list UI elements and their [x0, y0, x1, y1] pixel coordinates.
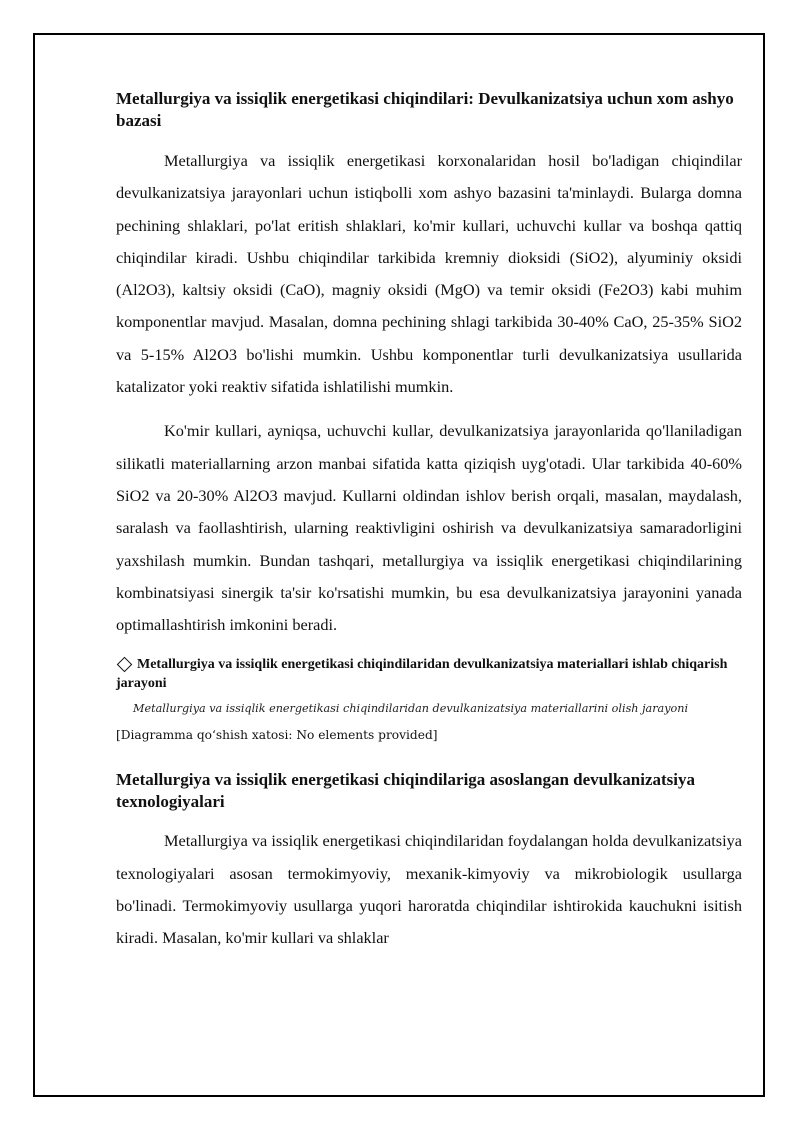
section-heading: Metallurgiya va issiqlik energetikasi chiqindilariga asoslangan devulkanizatsiya texnologiyalari [116, 770, 696, 812]
diamond-icon [117, 657, 133, 673]
paragraph: Metallurgiya va issiqlik energetikasi chiqindilaridan foydalangan holda devulkanizatsiya texnologiyalari asosan termokimyoviy, mexanik-kimyoviy va mikrobiologik usullarga bo'linadi. Termokimyoviy usullarga yuqori haroratda chiqindilar ishtirokida kauchukni isitish kiradi. Masalan, ko'mir kullari va shlaklar [116, 831, 742, 948]
paragraph: Ko'mir kullari, ayniqsa, uchuvchi kullar, devulkanizatsiya jarayonlarida qo'llaniladigan silikatli materiallarning arzon manbai sifatida katta qiziqish uyg'otadi. Ular tarkibida 40-60% SiO2 va 20-30% Al2O3 mavjud. Kullarni oldindan ishlov berish orqali, masalan, maydalash, saralash va faollashtirish, ularning reaktivligini oshirish va devulkanizatsiya samaradorligini yaxshilash mumkin. Bundan tashqari, metallurgiya va issiqlik energetikasi chiqindilarining kombinatsiyasi sinergik ta'sir ko'rsatishi mumkin, bu esa devulkanizatsiya jarayonini yanada optimallashtirish imkonini beradi. [116, 421, 742, 635]
figure-error-text: [Diagramma qo‘shish xatosi: No elements provided] [116, 728, 438, 743]
figure-caption: Metallurgiya va issiqlik energetikasi chiqindilaridan devulkanizatsiya materiallarini olish jarayoni [133, 702, 689, 716]
document-body [116, 88, 742, 955]
paragraph: Metallurgiya va issiqlik energetikasi korxonalaridan hosil bo'ladigan chiqindilar devulkanizatsiya jarayonlari uchun istiqbolli xom ashyo bazasini ta'minlaydi. Bularga domna pechining shlaklari, po'lat eritish shlaklari, ko'mir kullari, uchuvchi kullar va boshqa qattiq chiqindilar kiradi. Ushbu chiqindilar tarkibida kremniy dioksidi (SiO2), alyuminiy oksidi (Al2O3), kaltsiy oksidi (CaO), magniy oksidi (MgO) va temir oksidi (Fe2O3) kabi muhim komponentlar mavjud. Masalan, domna pechining shlagi tarkibida 30-40% CaO, 25-35% SiO2 va 5-15% Al2O3 bo'lishi mumkin. Ushbu komponentlar turli devulkanizatsiya usullarida katalizator yoki reaktiv sifatida ishlatilishi mumkin. [116, 151, 742, 397]
figure-title [116, 655, 742, 693]
section-heading: Metallurgiya va issiqlik energetikasi chiqindilari: Devulkanizatsiya uchun xom ashyo bazasi [116, 89, 734, 130]
figure-title-text: Metallurgiya va issiqlik energetikasi chiqindilaridan devulkanizatsiya materiallari ishlab chiqarish jarayoni [116, 657, 728, 692]
